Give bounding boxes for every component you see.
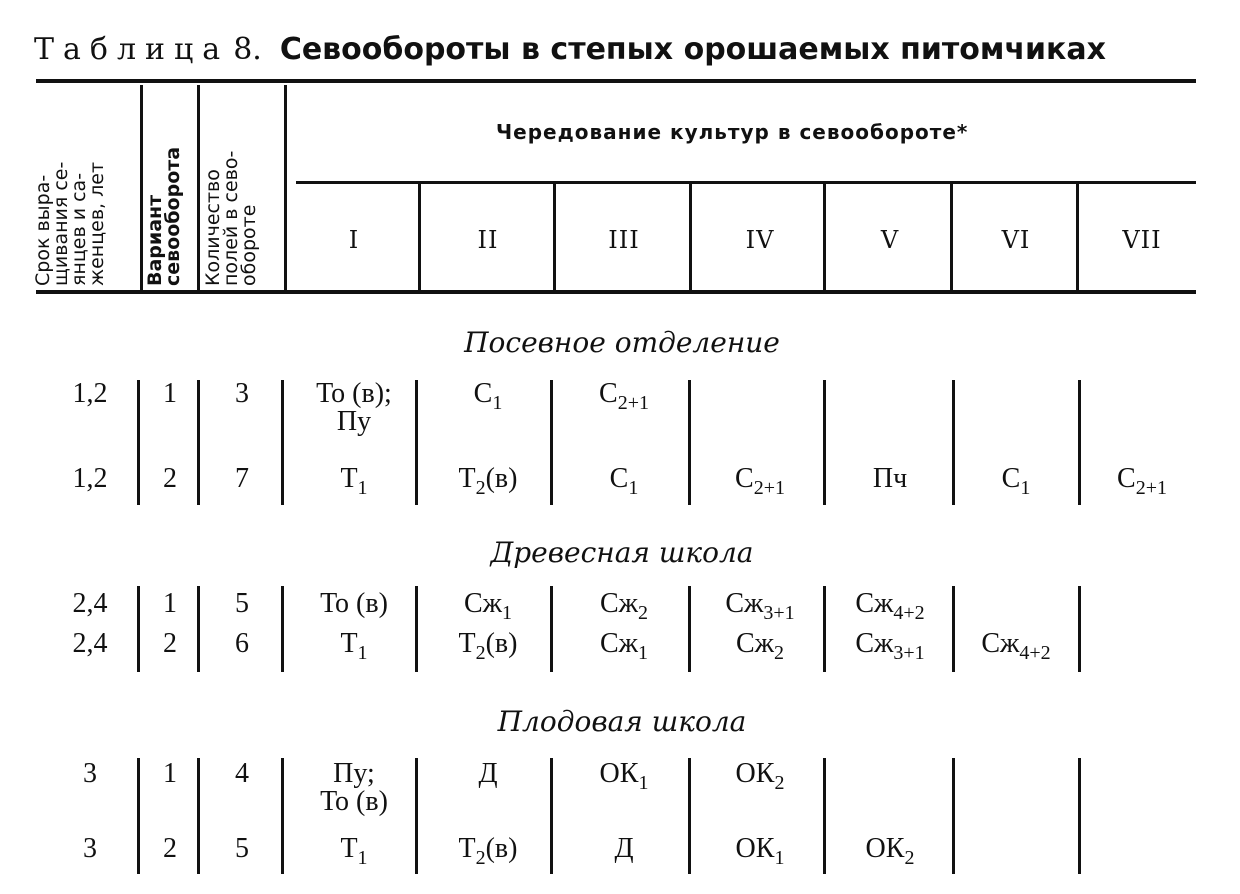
cell-base: С [1117,463,1136,494]
rotation-cell [951,628,1081,664]
cell-subscript: 1 [774,847,785,869]
rotation-cell [289,463,419,499]
rotation-cell [825,628,955,664]
header-divider-8 [950,184,953,290]
cell-base: ОК [599,758,639,789]
rotation-cell [695,588,825,624]
cell-base: С [735,463,754,494]
header-mid-rule [296,181,1196,184]
rotation-cell [695,463,825,499]
rotation-cell [423,628,553,664]
cell-subscript: 1 [357,477,368,499]
cell-base: Сж [725,588,764,619]
row-fields: 6 [235,628,249,659]
cell-subscript: 2+1 [753,477,785,499]
row-term: 1,2 [72,463,108,494]
header-divider-9 [1076,184,1079,290]
header-col-i: I [348,226,360,254]
cell-subscript: 1 [357,847,368,869]
rotation-cell [825,588,955,624]
cell-subscript: 1 [502,602,513,624]
cell-subscript: 1 [638,642,649,664]
cell-base: Сж [981,628,1020,659]
header-col-v: V [880,226,900,254]
cell-subscript: 3+1 [893,642,925,664]
header-divider-2 [197,85,200,290]
rotation-cell [559,378,689,414]
header-col-vi: VI [1001,226,1031,254]
header-col-iii: III [608,226,640,254]
cell-base: ОК [865,833,905,864]
cell-subscript: 2 [475,642,486,664]
cell-suffix: (в) [485,833,518,864]
cell-subscript: 1 [1020,477,1031,499]
cell-base: Сж [599,588,639,619]
header-divider-7 [823,184,826,290]
row-fields: 7 [235,463,249,494]
cell-base: С [609,463,629,494]
row-fields: 4 [235,758,249,789]
row-term: 3 [83,758,97,789]
rotation-cell [695,758,825,794]
section-title-sowing: Посевное отделение [464,326,780,359]
row-variant: 1 [163,588,177,619]
header-rotation: Чередование культур в севообороте* [496,120,969,144]
cell-line: То (в) [320,786,388,817]
cell-base: Сж [463,588,503,619]
body-divider [1078,758,1081,874]
rotation-cell [423,463,553,499]
header-term: Срок выра- щивания се- янцев и са- женцев, лет [32,161,108,286]
header-divider-1 [140,85,143,290]
table-title-word: Таблица [34,32,230,67]
header-bottom-rule [36,290,1196,294]
header-divider-5 [553,184,556,290]
row-fields: 5 [235,588,249,619]
cell-line: Пу; [333,758,375,789]
cell-base: С [599,378,618,409]
cell-base: Т [458,463,476,494]
rotation-cell [559,463,689,499]
row-variant: 2 [163,833,177,864]
rotation-cell [289,380,419,436]
cell-base: ОК [735,833,775,864]
cell-base: Т [458,628,476,659]
rotation-cell: Д [478,758,498,789]
rotation-cell [289,628,419,664]
rotation-cell: Пч [872,463,908,494]
cell-subscript: 1 [492,392,503,414]
rotation-cell [695,628,825,664]
cell-subscript: 2 [475,477,486,499]
row-variant: 2 [163,463,177,494]
body-divider [281,380,284,505]
section-title-tree-school: Древесная школа [490,536,754,569]
header-divider-6 [689,184,692,290]
rotation-cell [289,833,419,869]
cell-line: Пу [336,406,372,437]
cell-base: Т [340,628,358,659]
row-fields: 3 [235,378,249,409]
header-col-ii: II [477,226,499,254]
rotation-cell [559,628,689,664]
table-title [34,32,1106,67]
cell-subscript: 2 [774,772,785,794]
header-col-vii: VII [1122,226,1162,254]
row-term: 2,4 [72,588,108,619]
header-col-iv: IV [745,226,775,254]
rotation-cell [423,833,553,869]
rotation-cell: То (в) [320,588,388,619]
cell-subscript: 3+1 [763,602,795,624]
cell-base: Т [340,833,358,864]
cell-base: Сж [599,628,639,659]
cell-base: Т [458,833,476,864]
cell-subscript: 2+1 [617,392,649,414]
row-variant: 1 [163,378,177,409]
row-fields: 5 [235,833,249,864]
header-divider-4 [418,184,421,290]
rotation-cell [559,758,689,794]
rotation-cell [289,760,419,816]
rotation-cell [1077,463,1207,499]
cell-subscript: 2 [774,642,785,664]
cell-base: Сж [855,628,894,659]
cell-subscript: 2 [475,847,486,869]
rotation-cell [695,833,825,869]
header-fields: Количество полей в сево- обороте [202,150,260,286]
section-title-fruit-school: Плодовая школа [497,705,747,738]
row-variant: 2 [163,628,177,659]
body-divider [1078,586,1081,672]
rotation-cell [951,463,1081,499]
top-rule [36,79,1196,83]
cell-subscript: 2+1 [1135,477,1167,499]
cell-line: То (в); [316,378,392,409]
cell-base: Т [340,463,358,494]
rotation-cell [423,588,553,624]
cell-base: С [1001,463,1021,494]
cell-base: ОК [735,758,775,789]
cell-subscript: 1 [638,772,649,794]
cell-base: Сж [855,588,894,619]
cell-subscript: 1 [628,477,639,499]
body-divider [281,586,284,672]
rotation-cell [825,833,955,869]
rotation-cell: Д [614,833,634,864]
row-term: 2,4 [72,628,108,659]
rotation-cell [559,588,689,624]
body-divider [281,758,284,874]
header-variant: Вариант севооборота [144,146,184,286]
cell-subscript: 2 [638,602,649,624]
cell-subscript: 1 [357,642,368,664]
cell-suffix: (в) [485,628,518,659]
header-divider-3 [284,85,287,290]
cell-base: С [473,378,493,409]
cell-subscript: 2 [904,847,915,869]
row-variant: 1 [163,758,177,789]
cell-base: Сж [735,628,775,659]
cell-subscript: 4+2 [893,602,925,624]
row-term: 1,2 [72,378,108,409]
cell-suffix: (в) [485,463,518,494]
rotation-cell [423,378,553,414]
table-title-text: Севообороты в степых орошаемых питомчиках [279,32,1107,67]
cell-subscript: 4+2 [1019,642,1051,664]
table-number: 8. [233,32,262,67]
row-term: 3 [83,833,97,864]
